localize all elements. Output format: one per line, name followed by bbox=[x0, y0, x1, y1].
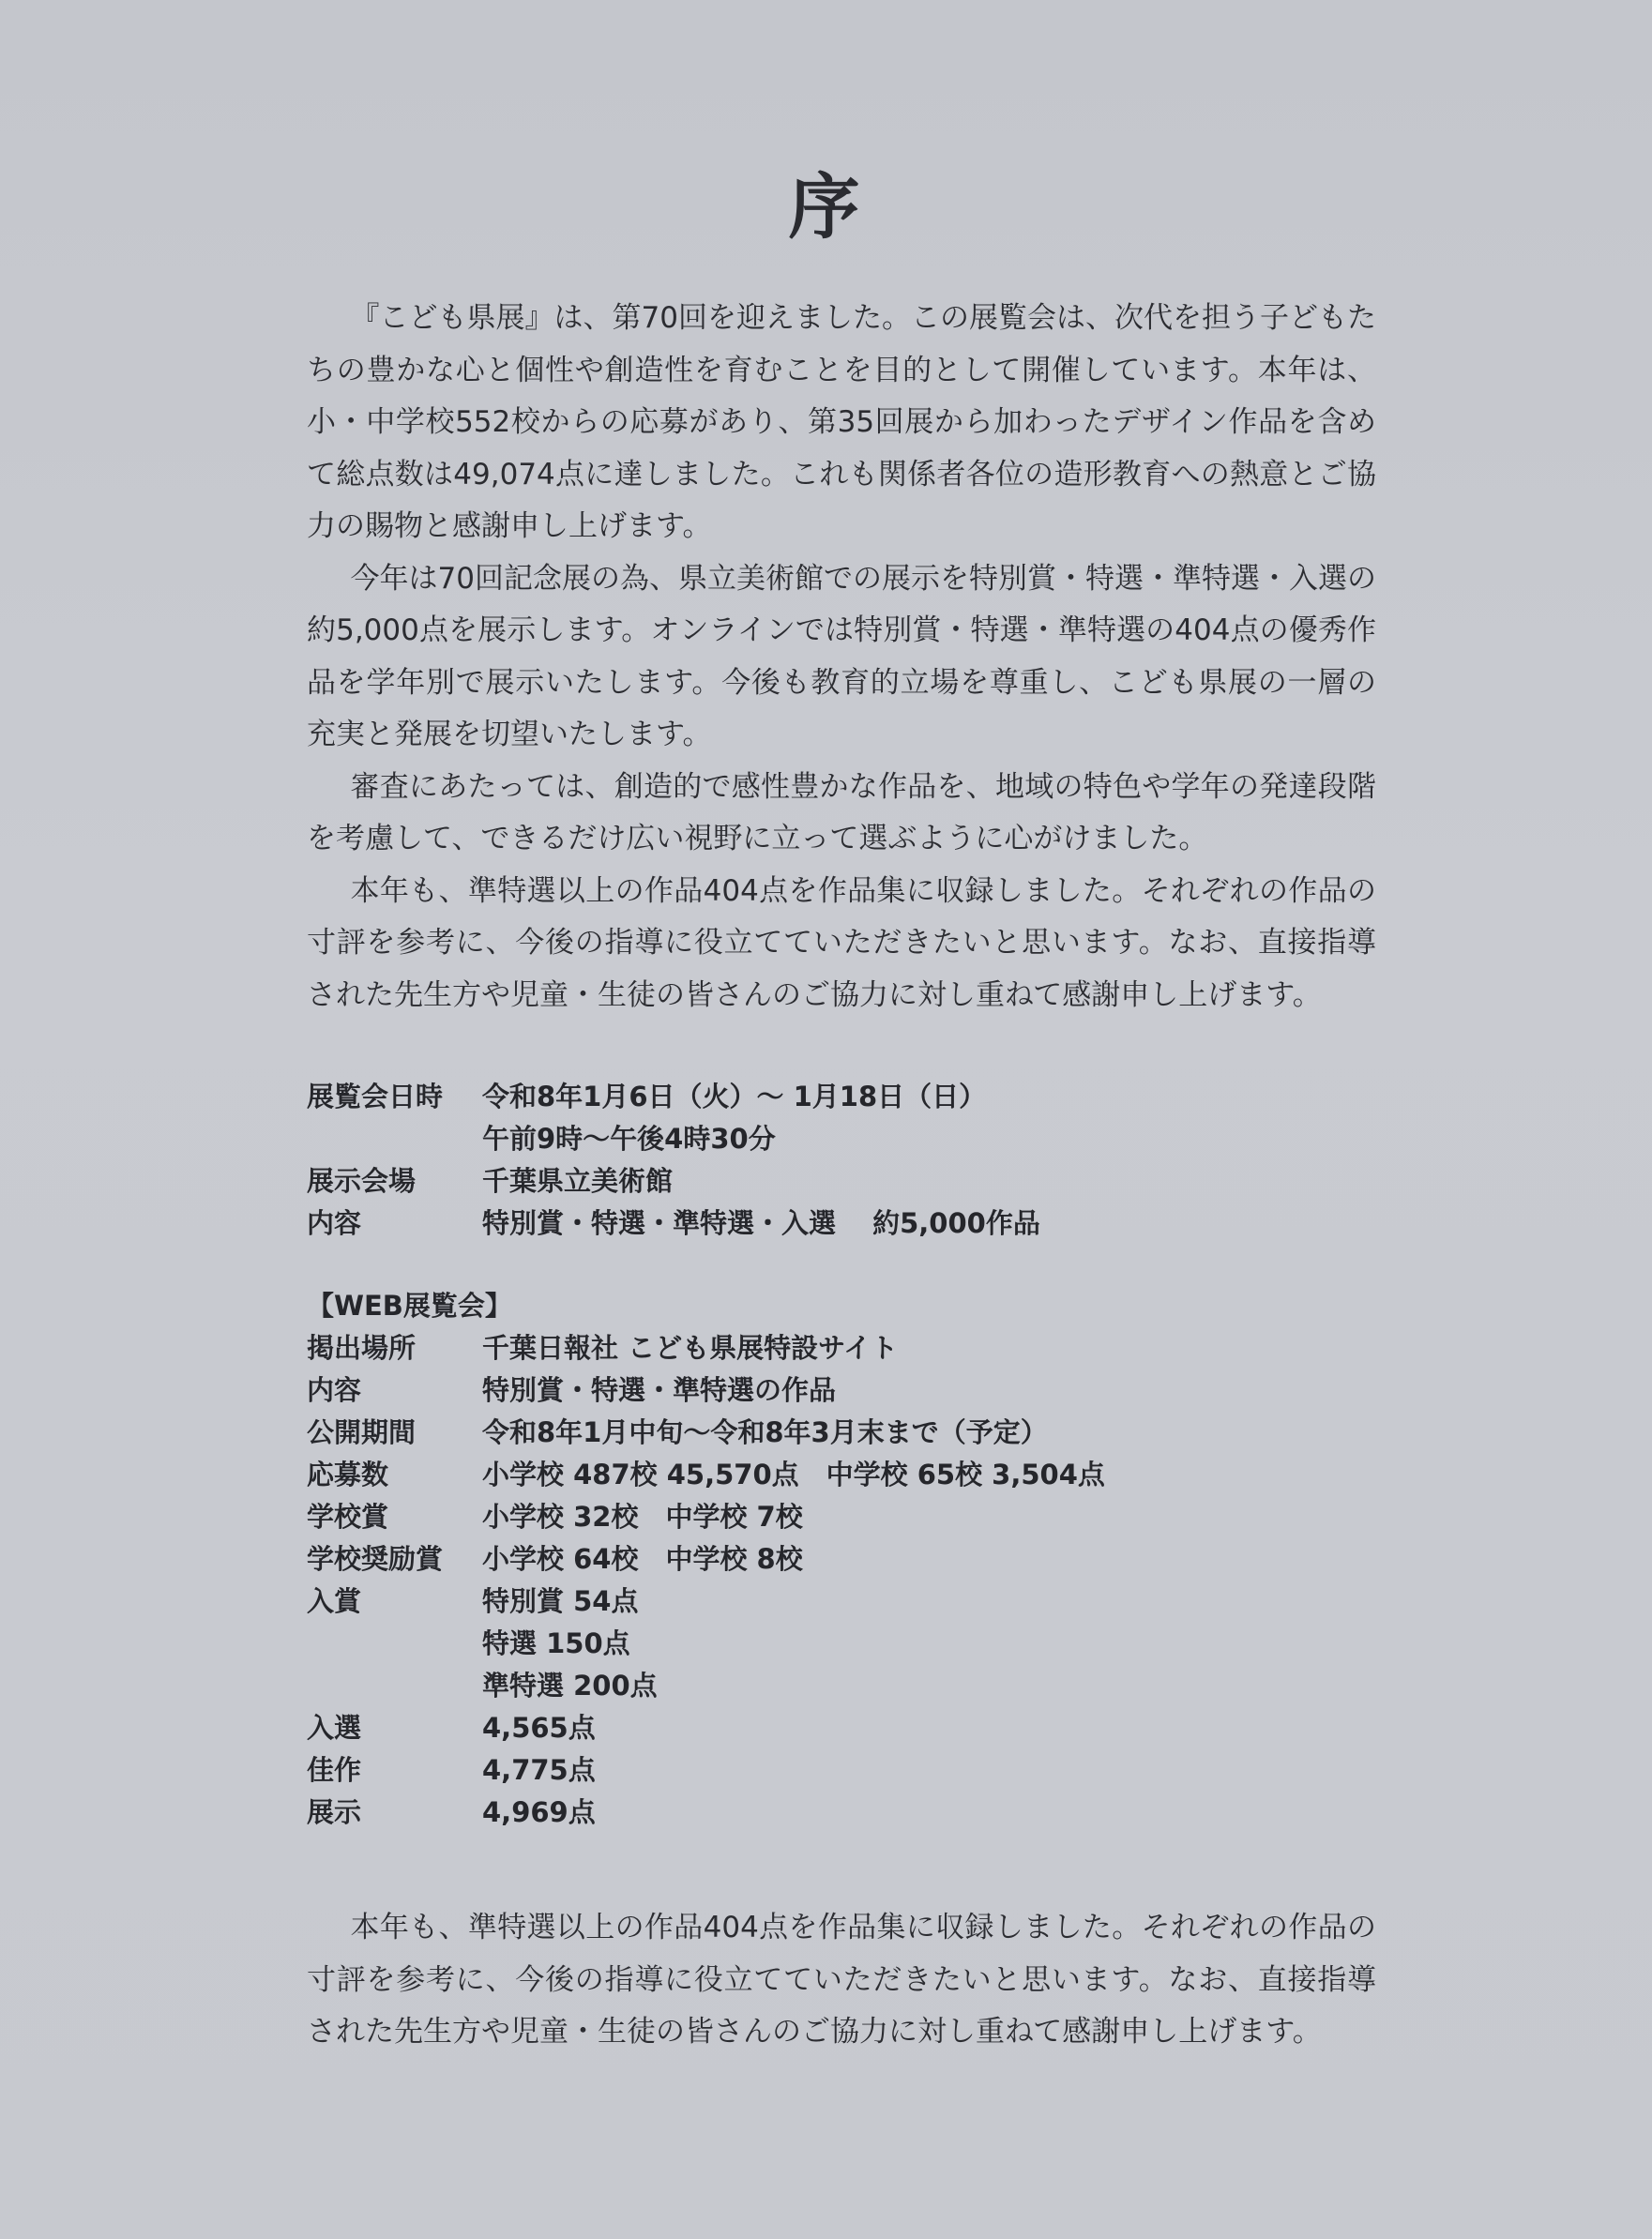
exhibition-content-row bbox=[307, 1203, 1376, 1245]
web-row-label: 内容 bbox=[307, 1374, 362, 1406]
web-row-value: 小学校 32校 中学校 7校 bbox=[482, 1501, 803, 1533]
prize-tokusen: 特選 150点 bbox=[482, 1627, 630, 1659]
web-row bbox=[307, 1369, 1376, 1412]
exhibition-date-value bbox=[482, 1076, 1376, 1160]
web-row bbox=[307, 1454, 1376, 1496]
web-row bbox=[307, 1538, 1376, 1581]
exhibition-info bbox=[307, 1076, 1376, 1834]
prize-special: 特別賞 54点 bbox=[482, 1585, 639, 1617]
total-value: 4,969点 bbox=[482, 1796, 596, 1828]
web-row-label: 掲出場所 bbox=[307, 1332, 417, 1364]
web-row bbox=[307, 1412, 1376, 1454]
web-row-label: 学校奨励賞 bbox=[307, 1543, 444, 1575]
intro-paragraph-2: 今年は70回記念展の為、県立美術館での展示を特別賞・特選・準特選・入選の約5,000点を展示します。オンラインでは特別賞・特選・準特選の404点の優秀作品を学年別で展示いたします。今後も教育的立場を尊重し、こども県展の一層の充実と発展を切望いたします。 bbox=[307, 561, 1376, 751]
total-label: 佳作 bbox=[307, 1754, 362, 1786]
prize-label: 入賞 bbox=[307, 1585, 362, 1617]
web-row bbox=[307, 1496, 1376, 1538]
exhibition-venue-row bbox=[307, 1160, 1376, 1203]
total-row bbox=[307, 1749, 1376, 1792]
exhibition-venue-value: 千葉県立美術館 bbox=[482, 1165, 674, 1197]
web-row bbox=[307, 1327, 1376, 1369]
page-title: 序 bbox=[788, 165, 864, 249]
exhibition-date-label: 展覧会日時 bbox=[307, 1081, 444, 1112]
exhibition-time: 午前9時～午後4時30分 bbox=[482, 1123, 776, 1155]
prize-row bbox=[307, 1581, 1376, 1707]
total-row bbox=[307, 1792, 1376, 1834]
closing-paragraph: 本年も、準特選以上の作品404点を作品集に収録しました。それぞれの作品の寸評を参考に、今後の指導に役立てていただきたいと思います。なお、直接指導された先生方や児童・生徒の皆さんのご協力に対し重ねて感謝申し上げます。 bbox=[307, 1911, 1376, 2049]
prize-values bbox=[482, 1581, 1376, 1707]
exhibition-content-label: 内容 bbox=[307, 1207, 362, 1239]
total-value: 4,565点 bbox=[482, 1712, 596, 1744]
web-row-value: 千葉日報社 こども県展特設サイト bbox=[482, 1332, 899, 1364]
total-label: 展示 bbox=[307, 1796, 362, 1828]
intro-text bbox=[307, 293, 1376, 1021]
exhibition-date: 令和8年1月6日（火）～ 1月18日（日） bbox=[482, 1081, 987, 1112]
intro-paragraph-1: 『こども県展』は、第70回を迎えました。この展覧会は、次代を担う子どもたちの豊かな心と個性や創造性を育むことを目的として開催しています。本年は、小・中学校552校からの応募があり、第35回展から加わったデザイン作品を含めて総点数は49,074点に達しました。これも関係者各位の造形教育への熱意とご協力の賜物と感謝申し上げます。 bbox=[307, 301, 1376, 543]
intro-paragraph-3: 審査にあたっては、創造的で感性豊かな作品を、地域の特色や学年の発達段階を考慮して、できるだけ広い視野に立って選ぶように心がけました。 bbox=[307, 769, 1376, 855]
web-row-label: 公開期間 bbox=[307, 1416, 417, 1448]
web-exhibition-heading: 【WEB展覧会】 bbox=[307, 1290, 512, 1322]
web-row-label: 応募数 bbox=[307, 1459, 389, 1490]
web-row-value: 小学校 487校 45,570点 中学校 65校 3,504点 bbox=[482, 1459, 1105, 1490]
section-gap bbox=[307, 1245, 1376, 1285]
web-row-label: 学校賞 bbox=[307, 1501, 389, 1533]
exhibition-content-value: 特別賞・特選・準特選・入選 約5,000作品 bbox=[482, 1207, 1040, 1239]
prize-juntokusen: 準特選 200点 bbox=[482, 1670, 658, 1702]
web-row-value: 令和8年1月中旬～令和8年3月末まで（予定） bbox=[482, 1416, 1048, 1448]
total-value: 4,775点 bbox=[482, 1754, 596, 1786]
intro-paragraph-4: 本年も、準特選以上の作品404点を作品集に収録しました。それぞれの作品の寸評を参考に、今後の指導に役立てていただきたいと思います。なお、直接指導された先生方や児童・生徒の皆さんのご協力に対し重ねて感謝申し上げます。 bbox=[307, 873, 1376, 1012]
exhibition-date-row bbox=[307, 1076, 1376, 1160]
web-row-value: 特別賞・特選・準特選の作品 bbox=[482, 1374, 837, 1406]
total-label: 入選 bbox=[307, 1712, 362, 1744]
exhibition-venue-label: 展示会場 bbox=[307, 1165, 417, 1197]
web-row-value: 小学校 64校 中学校 8校 bbox=[482, 1543, 803, 1575]
total-row bbox=[307, 1707, 1376, 1749]
